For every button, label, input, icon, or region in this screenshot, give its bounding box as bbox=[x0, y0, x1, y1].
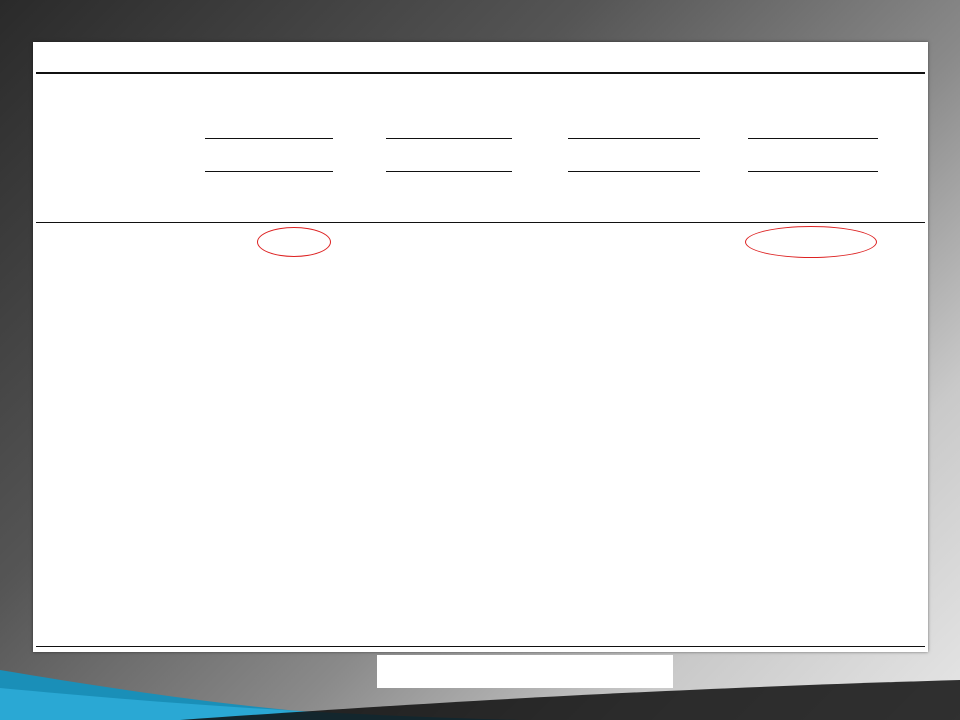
npct-rule-4 bbox=[748, 171, 878, 172]
annotation-oval-any-supplement bbox=[257, 227, 331, 257]
group-rule-2 bbox=[386, 138, 512, 139]
npct-rule-2 bbox=[386, 171, 512, 172]
annotation-oval-nonvitamin bbox=[745, 226, 877, 258]
group-rule-1 bbox=[205, 138, 333, 139]
group-rule-3 bbox=[568, 138, 700, 139]
table-bottom-rule bbox=[36, 646, 925, 647]
table-document bbox=[33, 42, 928, 652]
npct-rule-3 bbox=[568, 171, 700, 172]
npct-rule-1 bbox=[205, 171, 333, 172]
group-rule-4 bbox=[748, 138, 878, 139]
title-rule bbox=[36, 72, 925, 74]
citation-label bbox=[377, 655, 673, 688]
header-bottom-rule bbox=[36, 222, 925, 223]
